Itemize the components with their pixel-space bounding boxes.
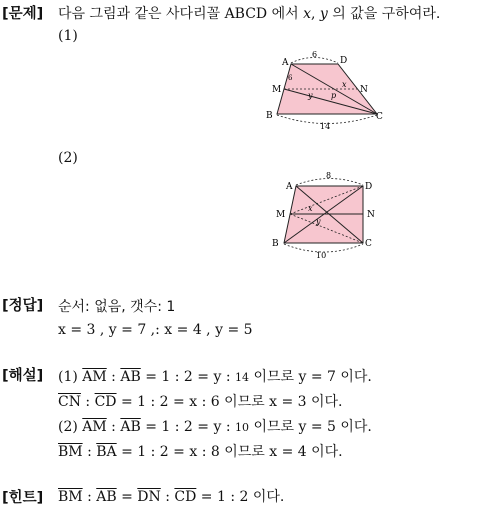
answer-line-1: 순서: 없음, 갯수: 1 — [58, 299, 176, 315]
label-y-1: y — [308, 91, 313, 100]
sol1-num: 14 — [235, 371, 249, 384]
problem-var-x: x — [303, 6, 312, 22]
sol4-seg-2: $\overline{BA}$ — [96, 444, 117, 460]
solution-line-1 — [58, 366, 372, 386]
vertex-b-1: B — [266, 111, 273, 121]
vertex-c-2: C — [365, 239, 372, 249]
hint-mid-2: = — [116, 489, 138, 505]
part1-label: (1) — [58, 28, 78, 44]
solution-line-4 — [58, 441, 343, 461]
sol1-mid-2: = 1 : 2 = y : — [140, 369, 235, 385]
solution-label: [해설] — [2, 368, 44, 384]
length-bottom-1: 14 — [320, 122, 331, 131]
vertex-c-1: C — [376, 112, 383, 122]
sol3-post: 이므로 y = 5 이다. — [249, 419, 372, 435]
sol2-seg-2: $\overline{CD}$ — [94, 394, 117, 410]
vertex-m-2: M — [276, 210, 286, 220]
sol3-mid-1: : — [106, 419, 121, 435]
sol3-num: 10 — [235, 421, 249, 434]
label-x-2: x — [308, 204, 313, 213]
problem-text-pre: 다음 그림과 같은 사다리꼴 ABCD 에서 — [58, 6, 304, 22]
hint-mid-4: = 1 : 2 이다. — [196, 489, 285, 505]
hint-mid-1: : — [82, 489, 97, 505]
hint-seg-2: $\overline{AB}$ — [96, 489, 117, 505]
sol3-seg-1: $\overline{AM}$ — [82, 419, 107, 435]
answer-label: [정답] — [2, 298, 44, 314]
solution-line-2 — [58, 391, 343, 411]
sol4-mid-1: : — [82, 444, 97, 460]
figure-1 — [262, 50, 392, 132]
sol1-post: 이므로 y = 7 이다. — [249, 369, 372, 385]
vertex-a-2: A — [286, 182, 293, 192]
problem-statement — [58, 3, 440, 23]
length-top-2: 8 — [326, 171, 332, 180]
sol4-seg-1: $\overline{BM}$ — [58, 444, 83, 460]
vertex-n-2: N — [367, 210, 375, 220]
vertex-a-1: A — [282, 58, 289, 68]
figure-2 — [268, 170, 380, 262]
vertex-b-2: B — [272, 239, 279, 249]
sol3-mid-2: = 1 : 2 = y : — [140, 419, 235, 435]
sol1-seg-2: $\overline{AB}$ — [120, 369, 141, 385]
sol3-pre: (2) — [58, 419, 83, 435]
problem-label: [문제] — [2, 6, 44, 22]
length-top-1: 6 — [312, 50, 318, 59]
label-y-2: y — [316, 217, 321, 226]
sol1-seg-1: $\overline{AM}$ — [82, 369, 107, 385]
length-bottom-2: 10 — [316, 251, 327, 260]
label-p-1: p — [331, 91, 337, 100]
sol2-mid-2: = 1 : 2 = x : 6 이므로 x = 3 이다. — [116, 394, 343, 410]
length-side-1: 6 — [288, 74, 293, 82]
sol1-mid-1: : — [106, 369, 121, 385]
sol1-pre: (1) — [58, 369, 83, 385]
sol3-seg-2: $\overline{AB}$ — [120, 419, 141, 435]
sol4-mid-2: = 1 : 2 = x : 8 이므로 x = 4 이다. — [116, 444, 343, 460]
answer-line-2: x = 3 , y = 7 ,: x = 4 , y = 5 — [58, 322, 253, 338]
problem-var-y: y — [319, 6, 328, 22]
hint-seg-4: $\overline{CD}$ — [174, 489, 197, 505]
sol2-seg-1: $\overline{CN}$ — [58, 394, 81, 410]
solution-line-3 — [58, 416, 372, 436]
part2-label: (2) — [58, 150, 78, 166]
problem-comma: , — [311, 6, 320, 22]
label-x-1: x — [342, 80, 347, 89]
hint-mid-3: : — [160, 489, 175, 505]
vertex-m-1: M — [272, 85, 282, 95]
vertex-d-2: D — [365, 182, 373, 192]
hint-line — [58, 486, 284, 506]
hint-label: [힌트] — [2, 490, 44, 506]
problem-text-post: 의 값을 구하여라. — [327, 6, 441, 22]
sol2-mid-1: : — [80, 394, 95, 410]
hint-seg-1: $\overline{BM}$ — [58, 489, 83, 505]
vertex-n-1: N — [360, 85, 368, 95]
vertex-d-1: D — [340, 56, 348, 66]
hint-seg-3: $\overline{DN}$ — [137, 489, 161, 505]
